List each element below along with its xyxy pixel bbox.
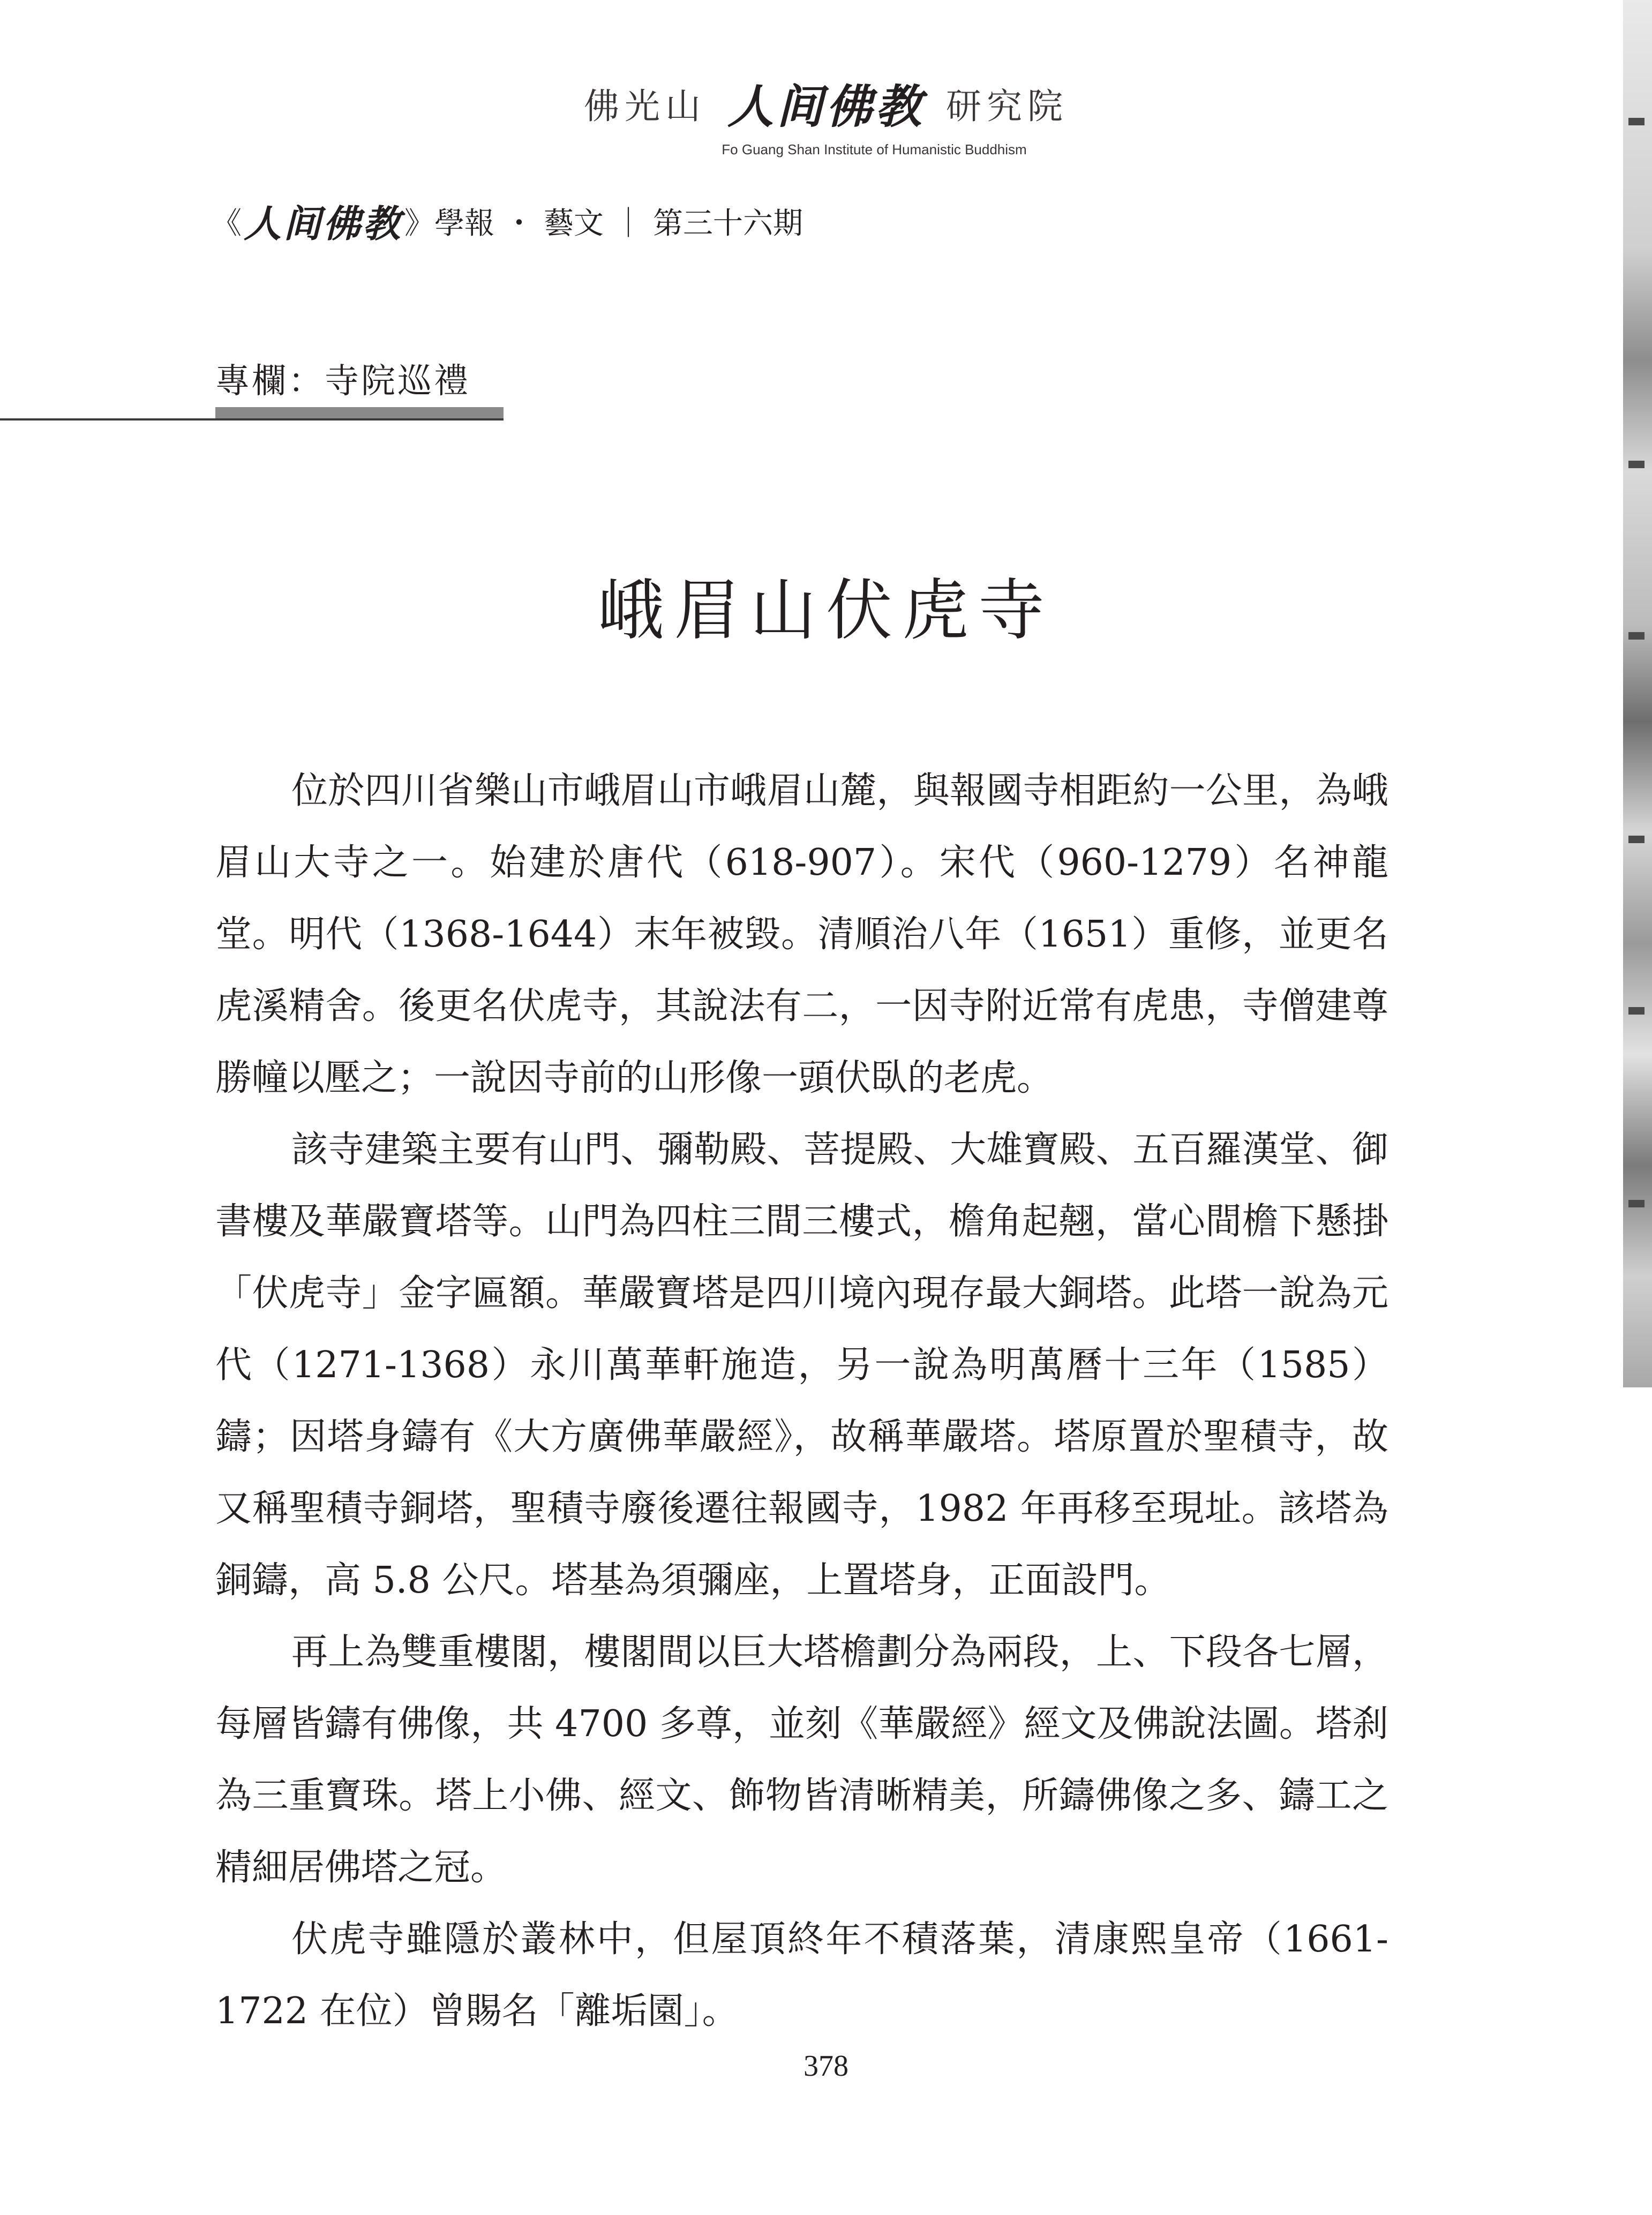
institute-calligraphy: 人间佛教 <box>727 80 925 134</box>
institute-name-left: 佛光山 <box>584 85 706 127</box>
edge-photo-strip <box>1623 0 1652 1387</box>
journal-issue: 第三十六期 <box>653 206 803 241</box>
institute-name-right: 研究院 <box>946 85 1068 127</box>
journal-running-header <box>212 194 803 248</box>
column-label: 專欄：寺院巡禮 <box>215 362 470 401</box>
column-label-underline <box>215 407 504 419</box>
journal-dot: ・ <box>504 206 534 241</box>
journal-name: 》學報 <box>404 206 494 241</box>
article-body <box>215 755 1388 2047</box>
paragraph: 伏虎寺雖隱於叢林中，但屋頂終年不積落葉，清康熙皇帝（1661-1722 在位）曾賜名「離垢園」。 <box>215 1918 1388 2032</box>
institute-english-name: Fo Guang Shan Institute of Humanistic Buddhism <box>722 141 1027 157</box>
journal-open-bracket: 《 <box>212 206 242 241</box>
paragraph: 位於四川省樂山市峨眉山市峨眉山麓，與報國寺相距約一公里，為峨眉山大寺之一。始建於唐代（618-907）。宋代（960-1279）名神龍堂。明代（1368-1644）末年被毀。清順治八年（1651）重修，並更名虎溪精舍。後更名伏虎寺，其說法有二，一因寺附近常有虎患，寺僧建尊勝幢以壓之；一說因寺前的山形像一頭伏臥的老虎。 <box>215 770 1388 1099</box>
paragraph: 再上為雙重樓閣，樓閣間以巨大塔檐劃分為兩段，上、下段各七層，每層皆鑄有佛像，共 4700 多尊，並刻《華嚴經》經文及佛說法圖。塔刹為三重寶珠。塔上小佛、經文、飾物皆清晰精美，所鑄佛像之多、鑄工之精細居佛塔之冠。 <box>215 1631 1388 1889</box>
article-title: 峨眉山伏虎寺 <box>597 572 1054 649</box>
column-rule <box>0 418 504 421</box>
journal-calligraphy: 人间佛教 <box>244 201 402 246</box>
paragraph: 該寺建築主要有山門、彌勒殿、菩提殿、大雄寶殿、五百羅漢堂、御書樓及華嚴寶塔等。山門為四柱三間三樓式，檐角起翹，當心間檐下懸掛「伏虎寺」金字匾額。華嚴寶塔是四川境內現存最大銅塔。此塔一說為元代（1271-1368）永川萬華軒施造，另一說為明萬曆十三年（1585）鑄；因塔身鑄有《大方廣佛華嚴經》，故稱華嚴塔。塔原置於聖積寺，故又稱聖積寺銅塔，聖積寺廢後遷往報國寺，1982 年再移至現址。該塔為銅鑄，高 5.8 公尺。塔基為須彌座，上置塔身，正面設門。 <box>215 1129 1388 1602</box>
journal-section: 藝文 <box>544 206 604 241</box>
journal-bar: ｜ <box>613 206 643 241</box>
page-number: 378 <box>804 2049 848 2083</box>
institute-logo <box>0 70 1652 158</box>
